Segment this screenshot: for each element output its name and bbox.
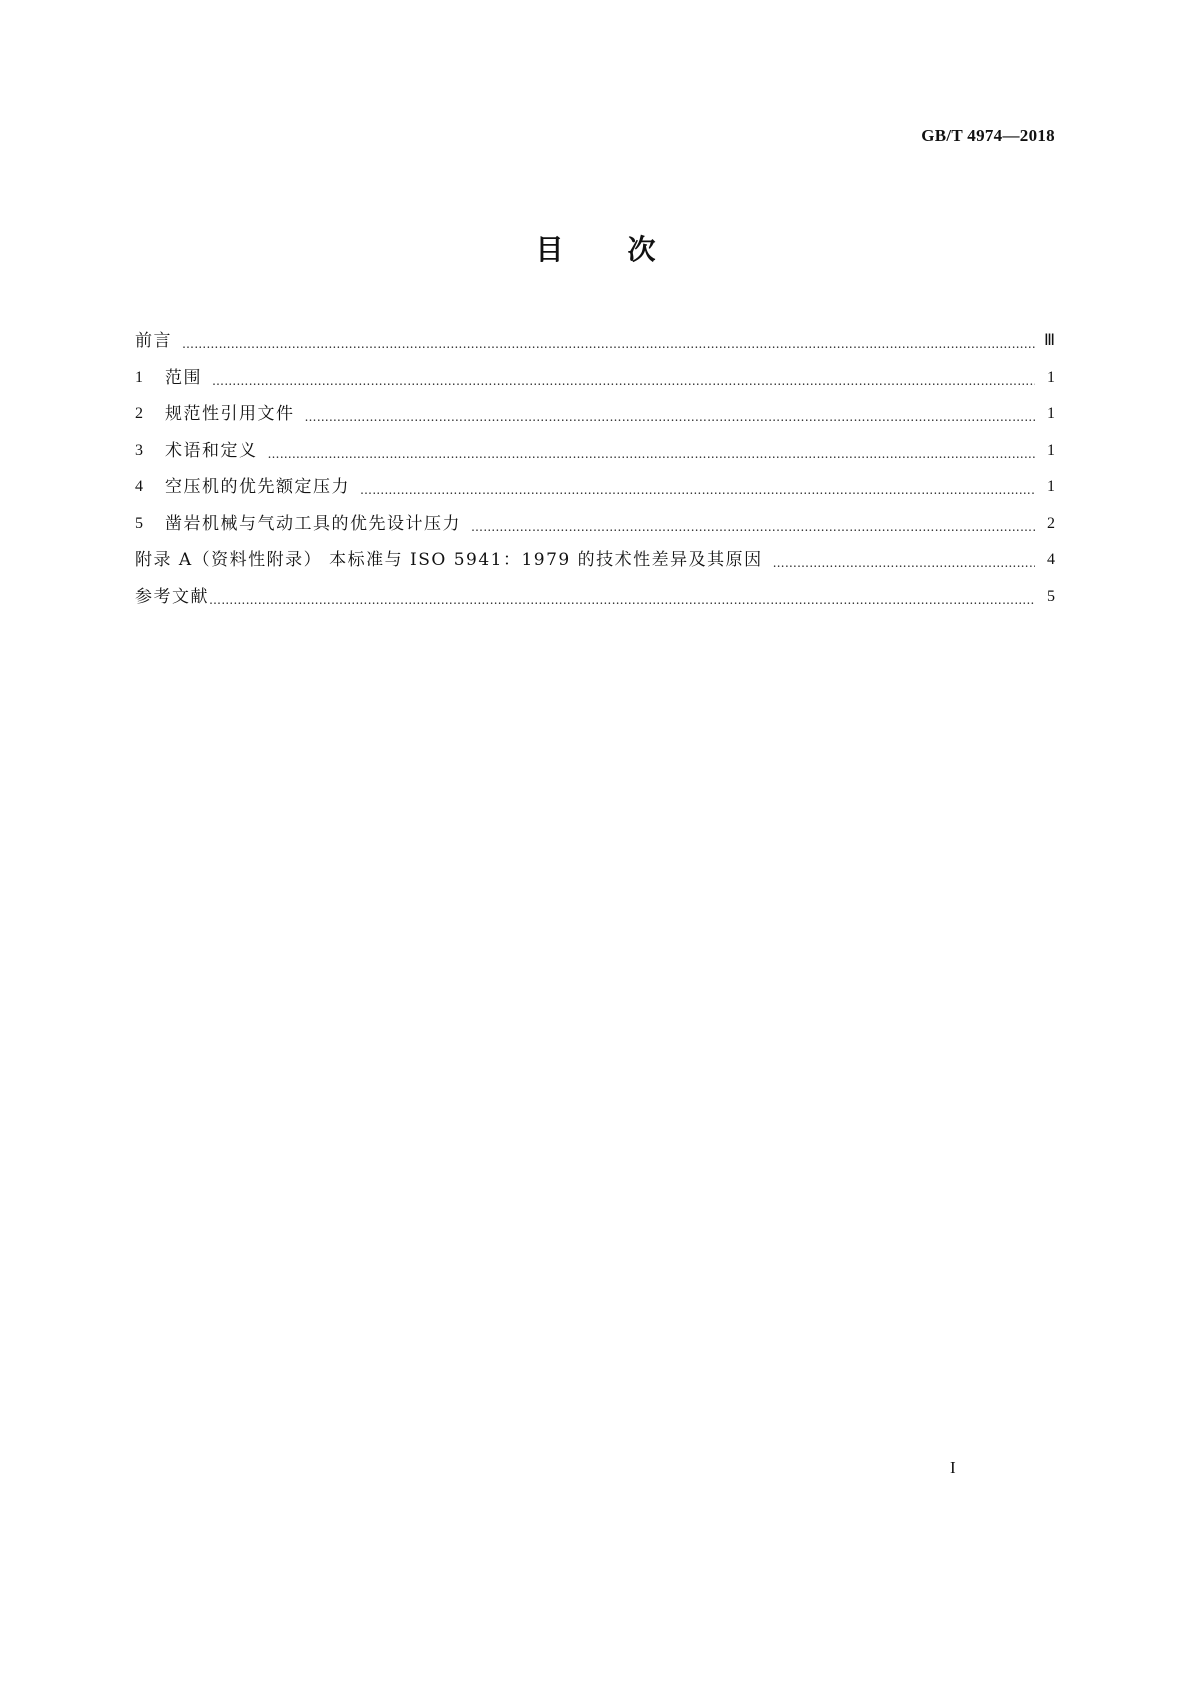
toc-entry-design-pressure[interactable] bbox=[135, 511, 1055, 537]
toc-entry-scope[interactable] bbox=[135, 365, 1055, 391]
toc-entry-title: 附录 A（资料性附录） 本标准与 ISO 5941：1979 的技术性差异及其原因 bbox=[135, 550, 763, 570]
toc-entry-rated-pressure[interactable] bbox=[135, 474, 1055, 500]
toc-leader-dots bbox=[471, 511, 1035, 537]
page-number: I bbox=[950, 1458, 956, 1477]
toc-leader-dots bbox=[773, 547, 1035, 573]
toc-entry-number: 5 bbox=[135, 514, 143, 532]
toc-entry-number: 4 bbox=[135, 478, 143, 495]
toc-entry-page: 5 bbox=[1047, 587, 1055, 605]
toc-entry-title: 术语和定义 bbox=[165, 440, 258, 461]
toc-entry-title: 凿岩机械与气动工具的优先设计压力 bbox=[165, 513, 461, 534]
toc-entry-page: 1 bbox=[1047, 478, 1055, 495]
toc-leader-dots bbox=[360, 474, 1035, 500]
toc-entry-annex-a[interactable] bbox=[135, 547, 1055, 573]
toc-entry-title: 范围 bbox=[165, 367, 202, 388]
table-of-contents bbox=[135, 328, 1055, 620]
page-title: 目次 bbox=[535, 233, 720, 266]
toc-leader-dots bbox=[182, 328, 1035, 354]
toc-entry-title: 参考文献 bbox=[135, 586, 209, 607]
toc-entry-page: 2 bbox=[1047, 514, 1055, 532]
toc-entry-normative-references[interactable] bbox=[135, 401, 1055, 427]
toc-entry-number: 3 bbox=[135, 441, 143, 459]
toc-entry-page: Ⅲ bbox=[1043, 332, 1055, 349]
toc-entry-foreword[interactable] bbox=[135, 328, 1055, 354]
toc-entry-terms-definitions[interactable] bbox=[135, 438, 1055, 464]
toc-entry-title: 前言 bbox=[135, 331, 172, 351]
toc-entry-number: 1 bbox=[135, 368, 143, 386]
toc-leader-dots bbox=[305, 401, 1036, 427]
toc-leader-dots bbox=[268, 438, 1036, 464]
toc-entry-page: 1 bbox=[1047, 405, 1055, 422]
toc-entry-page: 4 bbox=[1047, 551, 1055, 568]
standard-code: GB/T 4974—2018 bbox=[921, 126, 1055, 145]
toc-entry-page: 1 bbox=[1047, 441, 1055, 459]
toc-entry-number: 2 bbox=[135, 405, 143, 422]
toc-entry-title: 空压机的优先额定压力 bbox=[165, 477, 350, 497]
toc-entry-bibliography[interactable] bbox=[135, 584, 1055, 610]
toc-entry-title: 规范性引用文件 bbox=[165, 404, 295, 424]
toc-leader-dots bbox=[212, 365, 1035, 391]
toc-leader-dots bbox=[209, 584, 1035, 610]
toc-entry-page: 1 bbox=[1047, 368, 1055, 386]
